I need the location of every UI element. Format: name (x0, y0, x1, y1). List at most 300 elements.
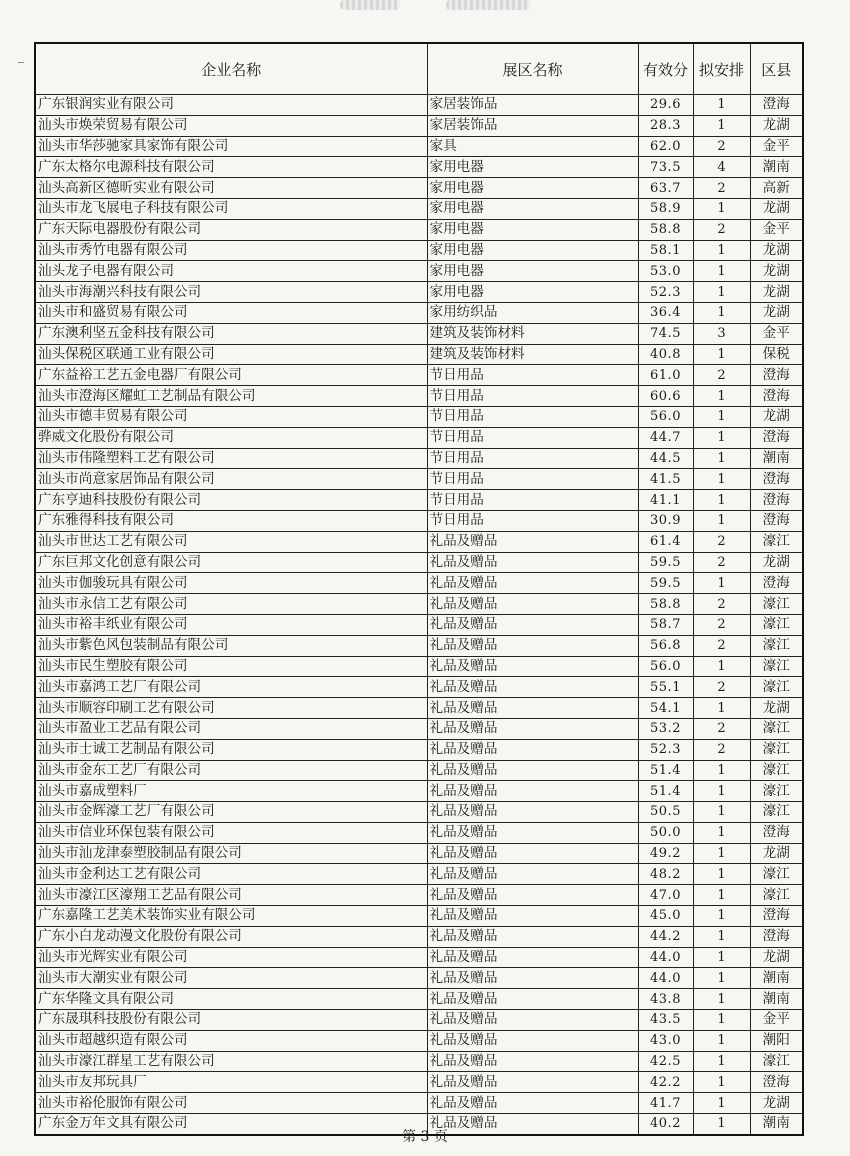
district-cell: 濠江 (750, 885, 803, 906)
district-cell: 濠江 (750, 677, 803, 698)
exhibit-zone-cell: 礼品及赠品 (427, 573, 638, 594)
district-cell: 濠江 (750, 739, 803, 760)
company-name-cell: 广东巨邦文化创意有限公司 (35, 552, 427, 573)
table-row (35, 157, 803, 178)
planned-count-cell: 1 (693, 864, 750, 885)
exhibit-zone-cell: 礼品及赠品 (427, 989, 638, 1010)
table-row (35, 531, 803, 552)
district-cell: 高新 (750, 178, 803, 199)
district-cell: 龙湖 (750, 843, 803, 864)
district-cell: 龙湖 (750, 947, 803, 968)
planned-count-cell: 1 (693, 573, 750, 594)
exhibit-zone-cell: 家具 (427, 136, 638, 157)
exhibit-zone-cell: 家用电器 (427, 157, 638, 178)
score-cell: 50.0 (638, 822, 693, 843)
district-cell: 澄海 (750, 427, 803, 448)
planned-count-cell: 1 (693, 261, 750, 282)
table-row (35, 594, 803, 615)
exhibit-zone-cell: 节日用品 (427, 386, 638, 407)
company-name-cell: 汕头市华莎驰家具家饰有限公司 (35, 136, 427, 157)
company-name-cell: 汕头市澄海区耀虹工艺制品有限公司 (35, 386, 427, 407)
company-name-cell: 广东银润实业有限公司 (35, 95, 427, 116)
district-cell: 濠江 (750, 718, 803, 739)
score-cell: 41.7 (638, 1093, 693, 1114)
company-name-cell: 广东澳利坚五金科技有限公司 (35, 323, 427, 344)
planned-count-cell: 2 (693, 136, 750, 157)
company-name-cell: 汕头市德丰贸易有限公司 (35, 406, 427, 427)
company-name-cell: 汕头市大潮实业有限公司 (35, 968, 427, 989)
company-name-cell: 汕头市焕荣贸易有限公司 (35, 115, 427, 136)
table-row (35, 240, 803, 261)
table-row (35, 822, 803, 843)
table-row (35, 677, 803, 698)
company-name-cell: 汕头市尚意家居饰品有限公司 (35, 469, 427, 490)
planned-count-cell: 1 (693, 240, 750, 261)
exhibit-zone-cell: 礼品及赠品 (427, 906, 638, 927)
header-district: 区县 (750, 43, 803, 95)
company-name-cell: 汕头市民生塑胶有限公司 (35, 656, 427, 677)
company-name-cell: 汕头市金辉濠工艺厂有限公司 (35, 802, 427, 823)
score-cell: 47.0 (638, 885, 693, 906)
table-row (35, 906, 803, 927)
district-cell: 龙湖 (750, 115, 803, 136)
exhibit-zone-cell: 礼品及赠品 (427, 926, 638, 947)
table-row (35, 406, 803, 427)
exhibit-zone-cell: 节日用品 (427, 490, 638, 511)
score-cell: 44.0 (638, 947, 693, 968)
score-cell: 51.4 (638, 781, 693, 802)
table-row (35, 510, 803, 531)
table-header-row (35, 43, 803, 95)
exhibit-zone-cell: 家用电器 (427, 240, 638, 261)
exhibit-zone-cell: 礼品及赠品 (427, 802, 638, 823)
score-cell: 48.2 (638, 864, 693, 885)
exhibit-zone-cell: 节日用品 (427, 365, 638, 386)
score-cell: 73.5 (638, 157, 693, 178)
score-cell: 43.8 (638, 989, 693, 1010)
header-planned: 拟安排 (693, 43, 750, 95)
planned-count-cell: 1 (693, 822, 750, 843)
planned-count-cell: 1 (693, 989, 750, 1010)
company-name-cell: 广东雅得科技有限公司 (35, 510, 427, 531)
district-cell: 澄海 (750, 906, 803, 927)
table-row (35, 760, 803, 781)
exhibit-zone-cell: 礼品及赠品 (427, 739, 638, 760)
exhibit-zone-cell: 礼品及赠品 (427, 594, 638, 615)
table-row (35, 843, 803, 864)
score-cell: 56.8 (638, 635, 693, 656)
score-cell: 40.8 (638, 344, 693, 365)
score-cell: 41.1 (638, 490, 693, 511)
exhibit-zone-cell: 节日用品 (427, 448, 638, 469)
planned-count-cell: 1 (693, 386, 750, 407)
planned-count-cell: 2 (693, 677, 750, 698)
company-name-cell: 汕头市世达工艺有限公司 (35, 531, 427, 552)
company-name-cell: 汕头市汕龙津泰塑胶制品有限公司 (35, 843, 427, 864)
table-row (35, 698, 803, 719)
planned-count-cell: 1 (693, 427, 750, 448)
district-cell: 澄海 (750, 1072, 803, 1093)
district-cell: 濠江 (750, 802, 803, 823)
planned-count-cell: 1 (693, 1114, 750, 1135)
score-cell: 42.2 (638, 1072, 693, 1093)
score-cell: 44.2 (638, 926, 693, 947)
planned-count-cell: 1 (693, 1030, 750, 1051)
table-row (35, 573, 803, 594)
company-name-cell: 汕头市顺容印刷工艺有限公司 (35, 698, 427, 719)
score-cell: 59.5 (638, 552, 693, 573)
district-cell: 潮南 (750, 448, 803, 469)
district-cell: 濠江 (750, 760, 803, 781)
exhibit-zone-cell: 礼品及赠品 (427, 843, 638, 864)
planned-count-cell: 1 (693, 490, 750, 511)
company-name-cell: 汕头市裕丰纸业有限公司 (35, 614, 427, 635)
score-cell: 43.5 (638, 1010, 693, 1031)
district-cell: 潮南 (750, 968, 803, 989)
district-cell: 潮阳 (750, 1030, 803, 1051)
company-name-cell: 汕头市紫色风包装制品有限公司 (35, 635, 427, 656)
table-row (35, 1072, 803, 1093)
company-name-cell: 汕头市金利达工艺有限公司 (35, 864, 427, 885)
company-name-cell: 汕头市嘉鸿工艺厂有限公司 (35, 677, 427, 698)
district-cell: 潮南 (750, 1114, 803, 1135)
district-cell: 保税 (750, 344, 803, 365)
table-row (35, 926, 803, 947)
district-cell: 龙湖 (750, 261, 803, 282)
score-cell: 61.0 (638, 365, 693, 386)
planned-count-cell: 2 (693, 219, 750, 240)
company-name-cell: 广东太格尔电源科技有限公司 (35, 157, 427, 178)
district-cell: 濠江 (750, 594, 803, 615)
score-cell: 55.1 (638, 677, 693, 698)
district-cell: 龙湖 (750, 698, 803, 719)
exhibit-zone-cell: 建筑及装饰材料 (427, 344, 638, 365)
exhibit-zone-cell: 礼品及赠品 (427, 531, 638, 552)
company-name-cell: 汕头市伽骏玩具有限公司 (35, 573, 427, 594)
table-row (35, 386, 803, 407)
exhibit-zone-cell: 家用电器 (427, 282, 638, 303)
planned-count-cell: 1 (693, 781, 750, 802)
score-cell: 56.0 (638, 656, 693, 677)
score-cell: 44.7 (638, 427, 693, 448)
table-row (35, 490, 803, 511)
score-cell: 43.0 (638, 1030, 693, 1051)
exhibit-zone-cell: 礼品及赠品 (427, 1114, 638, 1135)
exhibit-zone-cell: 礼品及赠品 (427, 968, 638, 989)
score-cell: 49.2 (638, 843, 693, 864)
company-name-cell: 汕头龙子电器有限公司 (35, 261, 427, 282)
table-row (35, 448, 803, 469)
district-cell: 澄海 (750, 95, 803, 116)
company-name-cell: 汕头市裕伦服饰有限公司 (35, 1093, 427, 1114)
table-row (35, 802, 803, 823)
district-cell: 濠江 (750, 531, 803, 552)
score-cell: 58.8 (638, 594, 693, 615)
score-cell: 56.0 (638, 406, 693, 427)
district-cell: 金平 (750, 219, 803, 240)
planned-count-cell: 1 (693, 1072, 750, 1093)
exhibit-zone-cell: 礼品及赠品 (427, 1030, 638, 1051)
score-cell: 52.3 (638, 739, 693, 760)
table-row (35, 1093, 803, 1114)
district-cell: 龙湖 (750, 552, 803, 573)
company-name-cell: 汕头市海潮兴科技有限公司 (35, 282, 427, 303)
exhibit-zone-cell: 家用电器 (427, 198, 638, 219)
table-row (35, 989, 803, 1010)
table-row (35, 178, 803, 199)
district-cell: 澄海 (750, 386, 803, 407)
company-name-cell: 广东华隆文具有限公司 (35, 989, 427, 1010)
district-cell: 濠江 (750, 781, 803, 802)
score-cell: 58.8 (638, 219, 693, 240)
planned-count-cell: 3 (693, 323, 750, 344)
district-cell: 濠江 (750, 614, 803, 635)
planned-count-cell: 1 (693, 1010, 750, 1031)
exhibit-zone-cell: 礼品及赠品 (427, 947, 638, 968)
exhibit-zone-cell: 礼品及赠品 (427, 1093, 638, 1114)
table-row (35, 552, 803, 573)
score-cell: 60.6 (638, 386, 693, 407)
planned-count-cell: 2 (693, 718, 750, 739)
score-cell: 62.0 (638, 136, 693, 157)
score-cell: 58.7 (638, 614, 693, 635)
header-zone: 展区名称 (427, 43, 638, 95)
score-cell: 74.5 (638, 323, 693, 344)
planned-count-cell: 1 (693, 1093, 750, 1114)
district-cell: 澄海 (750, 490, 803, 511)
exhibit-zone-cell: 礼品及赠品 (427, 677, 638, 698)
table-row (35, 95, 803, 116)
table-row (35, 656, 803, 677)
company-name-cell: 广东亨迪科技股份有限公司 (35, 490, 427, 511)
exhibit-zone-cell: 礼品及赠品 (427, 864, 638, 885)
score-cell: 45.0 (638, 906, 693, 927)
exhibit-zone-cell: 家用纺织品 (427, 302, 638, 323)
district-cell: 龙湖 (750, 198, 803, 219)
score-cell: 58.1 (638, 240, 693, 261)
exhibit-zone-cell: 礼品及赠品 (427, 822, 638, 843)
planned-count-cell: 1 (693, 947, 750, 968)
district-cell: 金平 (750, 1010, 803, 1031)
exhibit-zone-cell: 礼品及赠品 (427, 698, 638, 719)
district-cell: 龙湖 (750, 302, 803, 323)
planned-count-cell: 1 (693, 448, 750, 469)
company-name-cell: 汕头高新区德昕实业有限公司 (35, 178, 427, 199)
planned-count-cell: 1 (693, 406, 750, 427)
table-row (35, 1030, 803, 1051)
score-cell: 29.6 (638, 95, 693, 116)
planned-count-cell: 1 (693, 698, 750, 719)
table-row (35, 198, 803, 219)
exhibit-zone-cell: 礼品及赠品 (427, 885, 638, 906)
company-name-cell: 广东益裕工艺五金电器厂有限公司 (35, 365, 427, 386)
table-row (35, 344, 803, 365)
exhibit-zone-cell: 礼品及赠品 (427, 718, 638, 739)
district-cell: 濠江 (750, 656, 803, 677)
company-name-cell: 汕头市盈业工艺品有限公司 (35, 718, 427, 739)
planned-count-cell: 2 (693, 552, 750, 573)
district-cell: 龙湖 (750, 406, 803, 427)
planned-count-cell: 2 (693, 739, 750, 760)
exhibit-zone-cell: 礼品及赠品 (427, 656, 638, 677)
table-row (35, 781, 803, 802)
exhibit-zone-cell: 礼品及赠品 (427, 635, 638, 656)
planned-count-cell: 1 (693, 344, 750, 365)
table-row (35, 365, 803, 386)
company-name-cell: 汕头市士诚工艺制品有限公司 (35, 739, 427, 760)
score-cell: 51.4 (638, 760, 693, 781)
company-name-cell: 广东嘉隆工艺美术装饰实业有限公司 (35, 906, 427, 927)
company-name-cell: 汕头市信业环保包装有限公司 (35, 822, 427, 843)
district-cell: 濠江 (750, 1051, 803, 1072)
district-cell: 澄海 (750, 822, 803, 843)
planned-count-cell: 2 (693, 635, 750, 656)
exhibit-zone-cell: 节日用品 (427, 406, 638, 427)
planned-count-cell: 2 (693, 594, 750, 615)
district-cell: 澄海 (750, 573, 803, 594)
exhibit-zone-cell: 节日用品 (427, 510, 638, 531)
exhibit-zone-cell: 礼品及赠品 (427, 760, 638, 781)
score-cell: 63.7 (638, 178, 693, 199)
exhibitor-table (34, 42, 804, 1136)
table-row (35, 614, 803, 635)
table-row (35, 1051, 803, 1072)
score-cell: 44.5 (638, 448, 693, 469)
company-name-cell: 汕头市友邦玩具厂 (35, 1072, 427, 1093)
score-cell: 44.0 (638, 968, 693, 989)
table-row (35, 885, 803, 906)
company-name-cell: 汕头市濠江群星工艺有限公司 (35, 1051, 427, 1072)
score-cell: 61.4 (638, 531, 693, 552)
company-name-cell: 广东金万年文具有限公司 (35, 1114, 427, 1135)
company-name-cell: 骅威文化股份有限公司 (35, 427, 427, 448)
company-name-cell: 汕头市超越织造有限公司 (35, 1030, 427, 1051)
district-cell: 澄海 (750, 365, 803, 386)
company-name-cell: 汕头市金东工艺厂有限公司 (35, 760, 427, 781)
table-row (35, 261, 803, 282)
table-row (35, 968, 803, 989)
district-cell: 濠江 (750, 635, 803, 656)
exhibit-zone-cell: 家居装饰品 (427, 95, 638, 116)
planned-count-cell: 1 (693, 510, 750, 531)
district-cell: 金平 (750, 136, 803, 157)
score-cell: 30.9 (638, 510, 693, 531)
planned-count-cell: 1 (693, 968, 750, 989)
table-row (35, 115, 803, 136)
page-number: 第 3 页 (402, 1129, 448, 1145)
planned-count-cell: 1 (693, 95, 750, 116)
planned-count-cell: 1 (693, 926, 750, 947)
planned-count-cell: 2 (693, 614, 750, 635)
exhibit-zone-cell: 家用电器 (427, 178, 638, 199)
score-cell: 50.5 (638, 802, 693, 823)
company-name-cell: 汕头市秀竹电器有限公司 (35, 240, 427, 261)
company-name-cell: 汕头市和盛贸易有限公司 (35, 302, 427, 323)
score-cell: 53.2 (638, 718, 693, 739)
planned-count-cell: 2 (693, 365, 750, 386)
planned-count-cell: 1 (693, 302, 750, 323)
exhibit-zone-cell: 礼品及赠品 (427, 1051, 638, 1072)
company-name-cell: 汕头保税区联通工业有限公司 (35, 344, 427, 365)
district-cell: 龙湖 (750, 1093, 803, 1114)
exhibit-zone-cell: 节日用品 (427, 469, 638, 490)
company-name-cell: 广东晟琪科技股份有限公司 (35, 1010, 427, 1031)
district-cell: 潮南 (750, 989, 803, 1010)
exhibit-zone-cell: 家用电器 (427, 219, 638, 240)
company-name-cell: 汕头市嘉成塑料厂 (35, 781, 427, 802)
exhibit-zone-cell: 家居装饰品 (427, 115, 638, 136)
planned-count-cell: 1 (693, 906, 750, 927)
company-name-cell: 广东天际电器股份有限公司 (35, 219, 427, 240)
planned-count-cell: 4 (693, 157, 750, 178)
score-cell: 53.0 (638, 261, 693, 282)
company-name-cell: 广东小白龙动漫文化股份有限公司 (35, 926, 427, 947)
table-row (35, 864, 803, 885)
district-cell: 澄海 (750, 510, 803, 531)
score-cell: 40.2 (638, 1114, 693, 1135)
table-row (35, 427, 803, 448)
score-cell: 28.3 (638, 115, 693, 136)
planned-count-cell: 1 (693, 1051, 750, 1072)
table-row (35, 718, 803, 739)
planned-count-cell: 1 (693, 802, 750, 823)
table-row (35, 219, 803, 240)
planned-count-cell: 1 (693, 115, 750, 136)
district-cell: 金平 (750, 323, 803, 344)
table-row (35, 136, 803, 157)
exhibit-zone-cell: 建筑及装饰材料 (427, 323, 638, 344)
planned-count-cell: 2 (693, 178, 750, 199)
table-row (35, 469, 803, 490)
district-cell: 澄海 (750, 469, 803, 490)
planned-count-cell: 1 (693, 760, 750, 781)
header-score: 有效分 (638, 43, 693, 95)
company-name-cell: 汕头市永信工艺有限公司 (35, 594, 427, 615)
planned-count-cell: 1 (693, 885, 750, 906)
planned-count-cell: 1 (693, 843, 750, 864)
exhibit-zone-cell: 礼品及赠品 (427, 781, 638, 802)
score-cell: 59.5 (638, 573, 693, 594)
district-cell: 澄海 (750, 926, 803, 947)
company-name-cell: 汕头市濠江区濠翔工艺品有限公司 (35, 885, 427, 906)
district-cell: 潮南 (750, 157, 803, 178)
planned-count-cell: 1 (693, 198, 750, 219)
table-row (35, 635, 803, 656)
score-cell: 52.3 (638, 282, 693, 303)
exhibit-zone-cell: 节日用品 (427, 427, 638, 448)
company-name-cell: 汕头市龙飞展电子科技有限公司 (35, 198, 427, 219)
table-row (35, 323, 803, 344)
scan-artifact (446, 0, 530, 10)
exhibit-zone-cell: 礼品及赠品 (427, 1010, 638, 1031)
planned-count-cell: 2 (693, 531, 750, 552)
scan-artifact (340, 0, 400, 10)
table-row (35, 1010, 803, 1031)
planned-count-cell: 1 (693, 282, 750, 303)
score-cell: 58.9 (638, 198, 693, 219)
district-cell: 龙湖 (750, 240, 803, 261)
district-cell: 龙湖 (750, 282, 803, 303)
planned-count-cell: 1 (693, 656, 750, 677)
table-row (35, 739, 803, 760)
header-company: 企业名称 (35, 43, 427, 95)
margin-mark (18, 62, 24, 63)
table-row (35, 302, 803, 323)
score-cell: 36.4 (638, 302, 693, 323)
exhibit-zone-cell: 礼品及赠品 (427, 1072, 638, 1093)
exhibit-zone-cell: 礼品及赠品 (427, 552, 638, 573)
planned-count-cell: 1 (693, 469, 750, 490)
